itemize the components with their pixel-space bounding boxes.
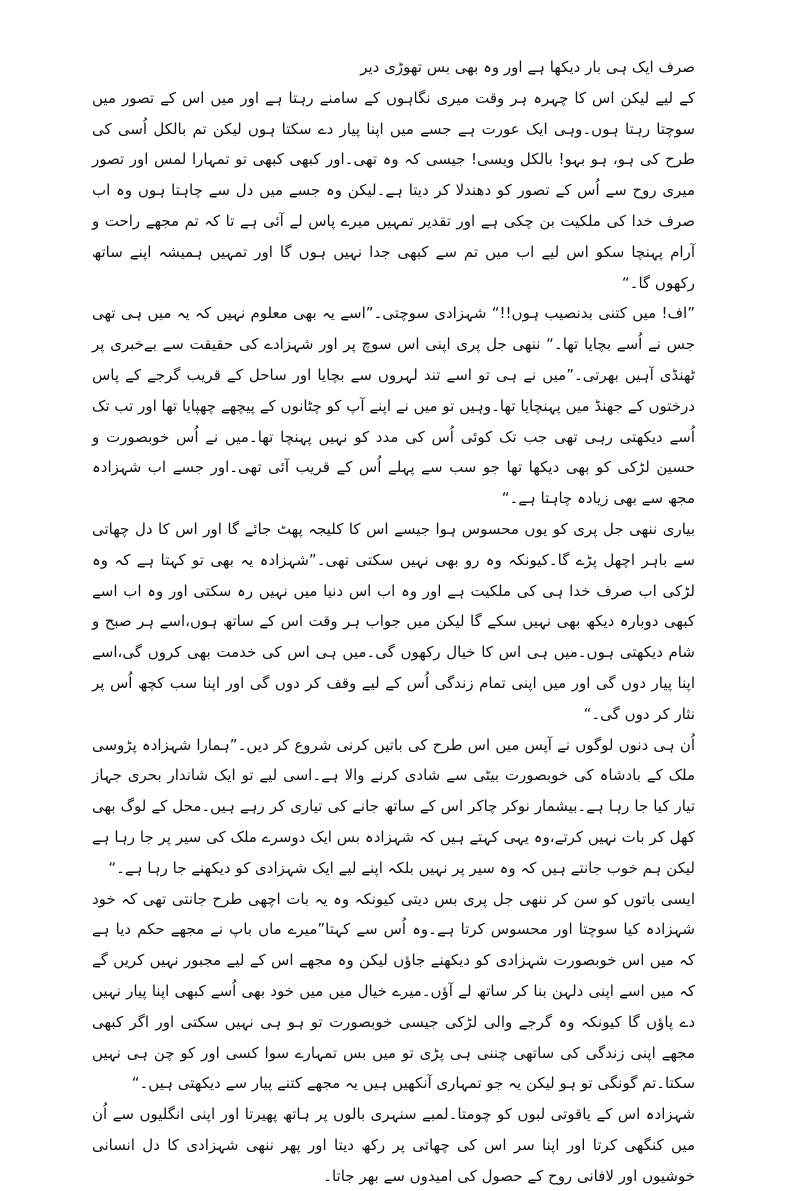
paragraph-6: ایسی باتوں کو سن کر ننھی جل پری بس دیتی کیونکہ وہ یہ بات اچھی طرح جانتی تھی کہ خود شہزادہ کیا سوچتا اور محسوس کرتا ہے۔وہ اُس سے کہتا”میرے ماں باپ نے مجھے حکم دیا ہے کہ میں اس خوبصورت شہزادی کو دیکھنے جاؤں لیکن وہ مجھے اس کے لیے مجبور نہیں کریں گے کہ میں اسے اپنی دلہن بنا کر ساتھ لے آؤں۔میرے خیال میں میں خود بھی اُسے کبھی اپنا پیار نہیں دے پاؤں گا کیونکہ وہ گرجے والی لڑکی جیسی خوبصورت تو ہو ہی نہیں سکتی اور اگر کبھی مجھے اپنی زندگی کی ساتھی چننی ہی پڑی تو میں بس تمہارے سوا کسی اور کو چن ہی نہیں سکتا۔تم گونگی تو ہو لیکن یہ جو تمہاری آنکھیں ہیں یہ مجھے کتنے پیار سے دیکھتی ہیں۔“	[92, 889, 695, 1093]
story-text	[92, 52, 695, 1191]
paragraph-2: کے لیے لیکن اس کا چہرہ ہر وقت میری نگاہوں کے سامنے رہتا ہے اور میں اس کے تصور میں سوچتا رہتا ہوں۔وہی ایک عورت ہے جسے میں اپنا پیار دے سکتا ہوں لیکن تم بالکل اُسی کی طرح کی ہو، ہو بہو! بالکل ویسی! جیسی کہ وہ تھی۔اور کبھی کبھی تو تمہارا لمس اور تصور میری روح سے اُس کے تصور کو دھندلا کر دیتا ہے۔لیکن وہ جسے میں دل سے چاہتا ہوں وہ اب صرف خدا کی ملکیت بن چکی ہے اور تقدیر تمہیں میرے پاس لے آئی ہے تا کہ تم مجھے راحت و آرام پہنچا سکو اس لیے اب میں تم سے کبھی جدا نہیں ہوں گا اور تمہیں ہمیشہ اپنے ساتھ رکھوں گا۔“	[92, 88, 695, 292]
paragraph-4: بیاری ننھی جل پری کو یوں محسوس ہوا جیسے اس کا کلیجہ پھٹ جائے گا اور اس کا دل چھاتی سے باہر اچھل پڑے گا۔کیونکہ وہ رو بھی نہیں سکتی تھی۔”شہزادہ یہ بھی تو کہتا ہے کہ وہ لڑکی اب صرف خدا ہی کی ملکیت ہے اور وہ اب اس دنیا میں نہیں رہ سکتی اور وہ اب اسے کبھی دوبارہ دیکھ بھی نہیں سکے گا لیکن میں جواب ہر وقت اس کے ساتھ ہوں،اسے ہر صبح و شام دیکھتی ہوں۔میں ہی اس کا خیال رکھوں گی۔میں ہی اس کی خدمت بھی کروں گی،اسے اپنا پیار دوں گی اور میں اپنی تمام زندگی اُس کے لیے وقف کر دوں گی اور اپنا سب کچھ اُس پر نثار کر دوں گی۔“	[92, 519, 695, 723]
paragraph-7: شہزادہ اس کے یاقوتی لبوں کو چومتا۔لمبے سنہری بالوں پر ہاتھ پھیرتا اور اپنی انگلیوں سے اُن میں کنگھی کرتا اور اپنا سر اس کی چھاتی پر رکھ دیتا اور پھر ننھی شہزادی کا دل انسانی خوشیوں اور لافانی روح کے حصول کی امیدوں سے بھر جاتا۔	[92, 1105, 695, 1185]
paragraph-1: صرف ایک ہی بار دیکھا ہے اور وہ بھی بس تھوڑی دیر	[360, 58, 695, 76]
paragraph-5: اُن ہی دنوں لوگوں نے آپس میں اس طرح کی باتیں کرنی شروع کر دیں۔”ہمارا شہزادہ پڑوسی ملک کے بادشاہ کی خوبصورت بیٹی سے شادی کرنے والا ہے۔اسی لیے تو ایک شاندار بحری جہاز تیار کیا جا رہا ہے۔بیشمار نوکر چاکر اس کے ساتھ جانے کی تیاری کر رہے ہیں۔محل کے لوگ بھی کھل کر بات نہیں کرتے،وہ یہی کہتے ہیں کہ شہزادہ بس ایک دوسرے ملک کی سیر پر جا رہا ہے لیکن ہم خوب جانتے ہیں کہ وہ سیر پر نہیں بلکہ اپنے لیے ایک شہزادی کو دیکھنے جا رہا ہے۔“	[92, 735, 695, 877]
paragraph-3: ”اف! میں کتنی بدنصیب ہوں!!“ شہزادی سوچتی۔”اسے یہ بھی معلوم نہیں کہ یہ میں ہی تھی جس نے اُسے بچایا تھا۔“ ننھی جل پری اپنی اس سوچ پر اور شہزادے کی حقیقت سے بےخبری پر ٹھنڈی آہیں بھرتی۔”میں نے ہی تو اسے تند لہروں سے بچایا اور ساحل کے قریب گرجے کے پاس درختوں کے جھنڈ میں پہنچایا تھا۔وہیں تو میں نے اپنے آپ کو چٹانوں کے پیچھے چھپایا تھا اور تب تک اُسے دیکھتی رہی تھی جب تک کوئی اُس کی مدد کو نہیں پہنچا تھا۔میں نے اُس خوبصورت و حسین لڑکی کو بھی دیکھا تھا جو سب سے پہلے اُس کے قریب آئی تھی۔اور جسے اب شہزادہ مجھ سے بھی زیادہ چاہتا ہے۔“	[92, 304, 695, 508]
